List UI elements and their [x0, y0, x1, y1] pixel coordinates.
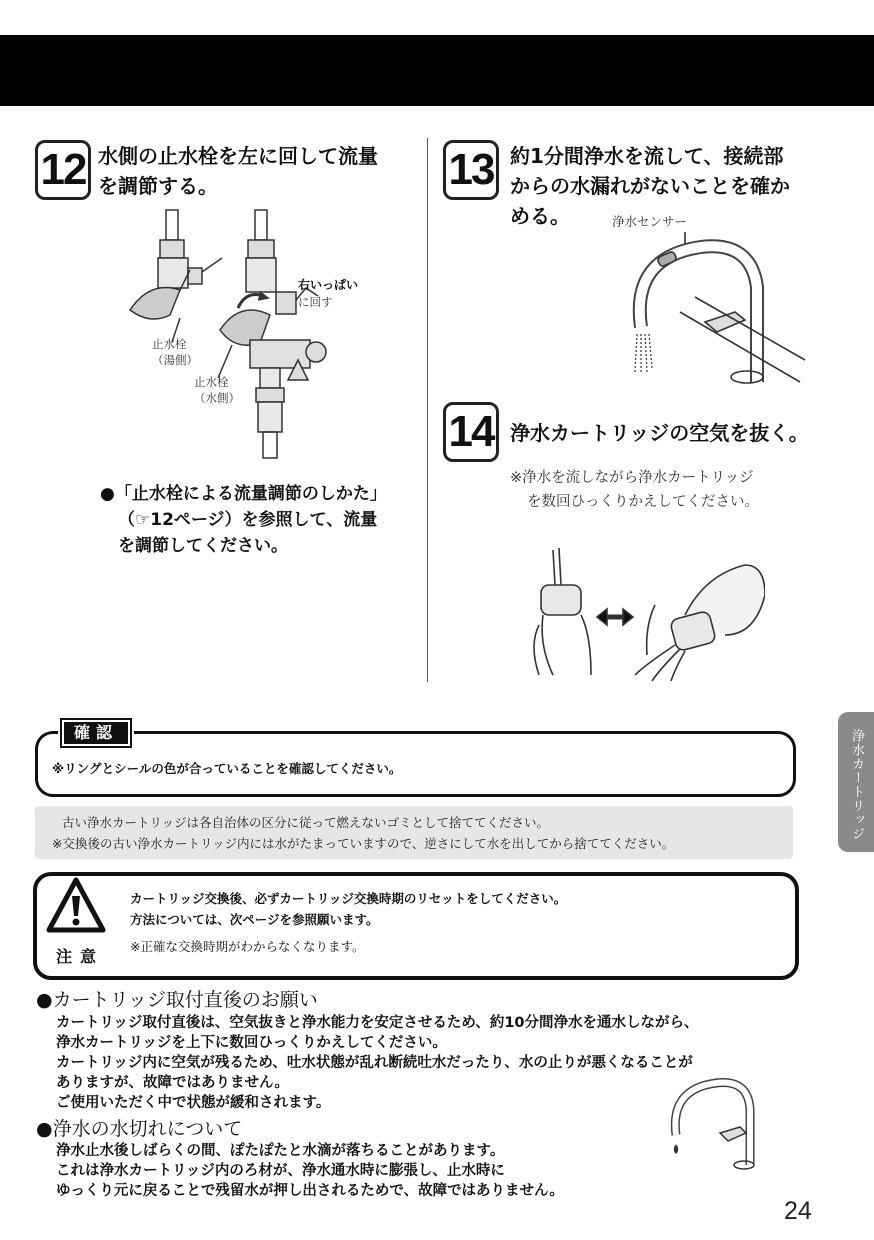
step-12-line-2: を調節する。 [98, 174, 218, 198]
step-13-line-3: める。 [510, 204, 570, 228]
step-12-instruction [98, 141, 378, 201]
step-14-number: 14 [443, 402, 499, 462]
request-line-1: カートリッジ取付直後は、空気抜きと浄水能力を安定させるため、約10分間浄水を通水しながら、 [56, 1015, 699, 1031]
warning-triangle-icon [45, 876, 107, 936]
disposal-line-1: 古い浄水カートリッジは各自治体の区分に従って燃えないゴミとして捨ててください。 [62, 815, 550, 830]
request-line-3: カートリッジ内に空気が残るため、吐水状態が乱れ断続吐水だったり、水の止りが悪くなることが [56, 1055, 693, 1071]
label-hot-valve [152, 336, 198, 368]
disposal-line-2: ※交換後の古い浄水カートリッジ内には水がたまっていますので、逆さにして水を出してから捨ててください。 [52, 836, 675, 851]
dripping-title: ●浄水の水切れについて [36, 1118, 243, 1140]
dripping-body [56, 1141, 564, 1201]
request-line-5: ご使用いただく中で状態が緩和されます。 [56, 1095, 331, 1111]
dripping-line-2: これは浄水カートリッジ内のろ材が、浄水通水時に膨張し、止水時に [56, 1163, 505, 1179]
dripping-line-3: ゆっくり元に戻ることで残留水が押し出されるためで、故障ではありません。 [56, 1183, 564, 1199]
cartridge-flip-illustration [525, 545, 765, 685]
step-12-bullet [100, 481, 387, 559]
step-12-bullet-line-2: （☞12ページ）を参照して、流量 [118, 510, 378, 530]
step-14-note-line-1: ※浄水を流しながら浄水カートリッジ [510, 470, 754, 486]
label-water-sensor: 浄水センサー [612, 214, 688, 229]
caution-line-2: 方法については、次ページを参照願います。 [130, 912, 379, 927]
section-side-tab: 浄水カートリッジ [838, 712, 874, 852]
label-hot-valve-2: （湯側） [152, 353, 198, 367]
column-divider [427, 138, 428, 682]
step-14-note [510, 466, 759, 514]
header-bar [0, 35, 874, 106]
confirm-tag-label: 確認 [62, 720, 130, 746]
label-cold-valve-2: （水側） [194, 391, 240, 405]
step-12-bullet-line-1: ●「止水栓による流量調節のしかた」 [100, 484, 387, 504]
faucet-illustration [625, 232, 810, 392]
confirm-text: ※リングとシールの色が合っていることを確認してください。 [52, 761, 402, 776]
request-body [56, 1013, 699, 1113]
step-13-line-2: からの水漏れがないことを確か [510, 174, 790, 198]
faucet-drip-icon [664, 1075, 764, 1175]
request-line-4: ありますが、故障ではありません。 [56, 1075, 289, 1091]
label-cold-valve [194, 374, 240, 406]
confirm-tag [58, 720, 134, 746]
step-13-line-1: 約1分間浄水を流して、接続部 [510, 144, 784, 168]
caution-line-3: ※正確な交換時期がわからなくなります。 [130, 939, 365, 954]
caution-label: 注意 [56, 947, 105, 966]
label-cold-valve-1: 止水栓 [194, 375, 229, 389]
step-12-line-1: 水側の止水栓を左に回して流量 [98, 144, 378, 168]
request-title: ●カートリッジ取付直後のお願い [36, 989, 318, 1011]
step-14-note-line-2: を数回ひっくりかえしてください。 [527, 494, 759, 510]
label-turn-right-full: 右いっぱい [298, 278, 359, 292]
dripping-line-1: 浄水止水後しばらくの間、ぽたぽたと水滴が落ちることがあります。 [56, 1143, 505, 1159]
valve-illustration [120, 200, 370, 460]
label-hot-valve-1: 止水栓 [152, 337, 187, 351]
label-turn-right-full-2: に回す [298, 295, 333, 309]
step-12-bullet-line-3: を調節してください。 [118, 536, 288, 556]
caution-line-1: カートリッジ交換後、必ずカートリッジ交換時期のリセットをしてください。 [130, 891, 567, 906]
step-13-number: 13 [443, 140, 499, 200]
request-line-2: 浄水カートリッジを上下に数回ひっくりかえしてください。 [56, 1035, 447, 1051]
page-number: 24 [784, 1197, 812, 1225]
step-12-number: 12 [35, 140, 91, 200]
step-14-instruction: 浄水カートリッジの空気を抜く。 [510, 421, 809, 445]
